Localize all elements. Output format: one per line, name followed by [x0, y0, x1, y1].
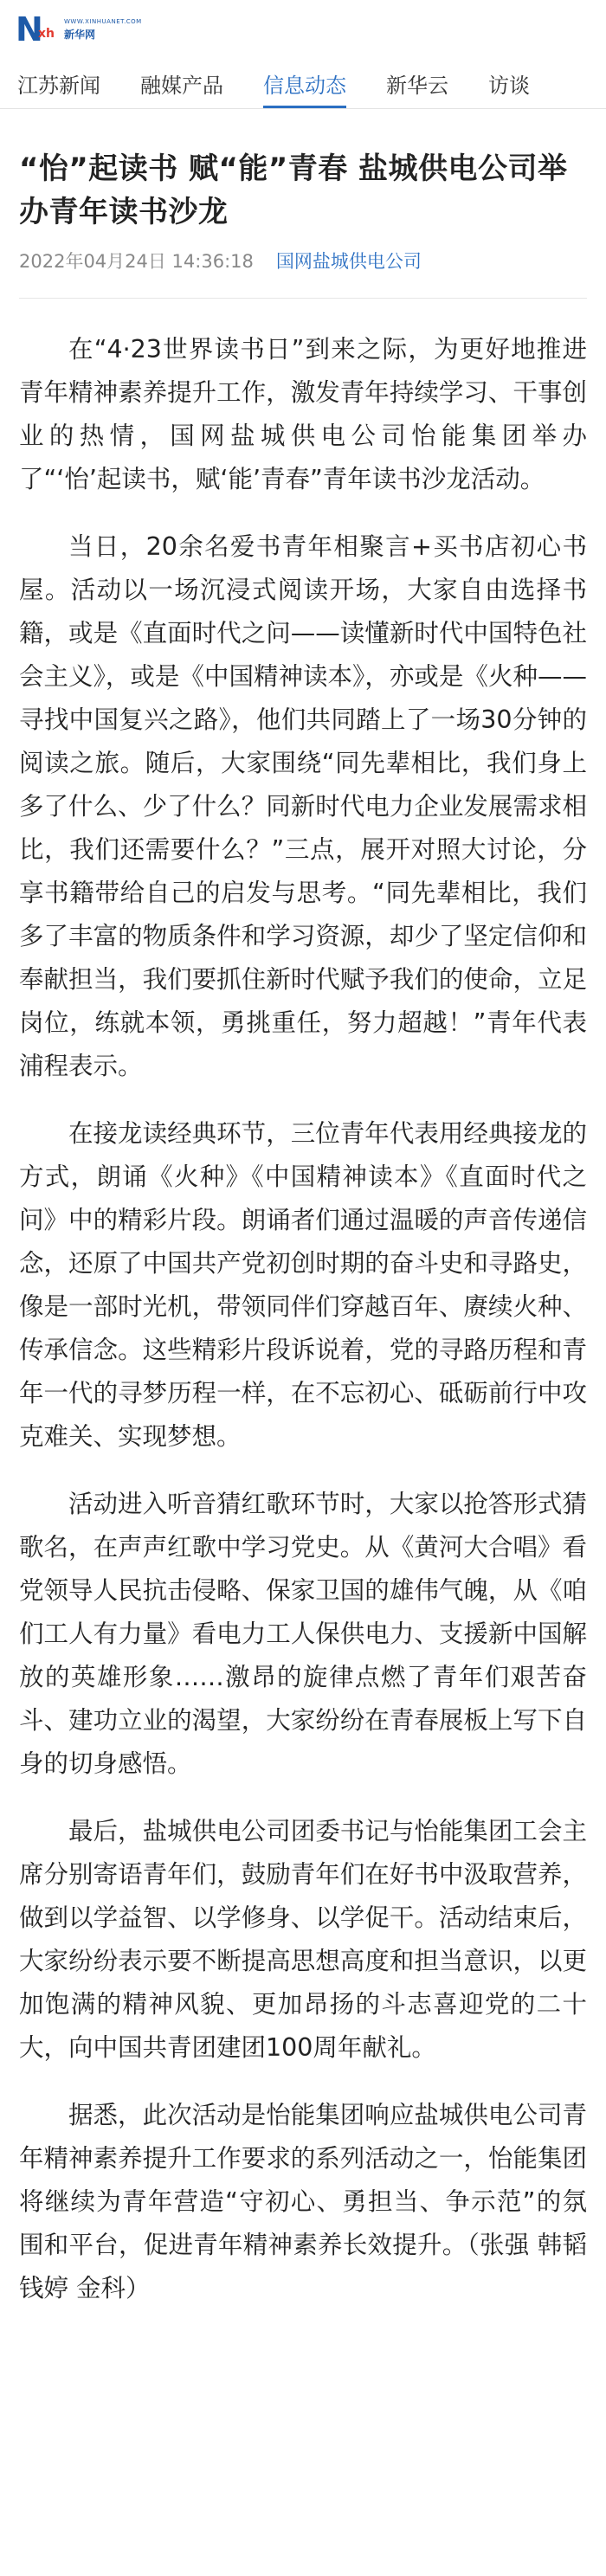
- logo-text: [64, 18, 142, 42]
- nav-item-label: 信息动态: [263, 74, 346, 98]
- nav-item-label: 江苏新闻: [17, 74, 100, 98]
- article-paragraph: 在接龙读经典环节，三位青年代表用经典接龙的方式，朗诵《火种》《中国精神读本》《直面时代之问》中的精彩片段。朗诵者们通过温暖的声音传递信念，还原了中国共产党初创时期的奋斗史和寻路史，像是一部时光机，带领同伴们穿越百年、赓续火种、传承信念。这些精彩片段诉说着，党的寻路历程和青年一代的寻梦历程一样，在不忘初心、砥砺前行中攻克难关、实现梦想。: [19, 1119, 587, 1451]
- nav-item-interviews[interactable]: [488, 59, 530, 108]
- nav-item-media-products[interactable]: [140, 59, 223, 108]
- logo-mark-icon: [16, 10, 62, 49]
- logo-mark-letters: N: [16, 10, 42, 48]
- article-meta: [19, 248, 587, 274]
- logo-mark-sub: xh: [38, 27, 55, 41]
- nav-item-jiangsu-news[interactable]: [17, 59, 100, 108]
- article-paragraph: 当日，20余名爱书青年相聚言+买书店初心书屋。活动以一场沉浸式阅读开场，大家自由选择书籍，或是《直面时代之问——读懂新时代中国特色社会主义》，或是《中国精神读本》，亦或是《火种——寻找中国复兴之路》，他们共同踏上了一场30分钟的阅读之旅。随后，大家围绕“同先辈相比，我们身上多了什么、少了什么？同新时代电力企业发展需求相比，我们还需要什么？”三点，展开对照大讨论，分享书籍带给自己的启发与思考。“同先辈相比，我们多了丰富的物质条件和学习资源，却少了坚定信仰和奉献担当，我们要抓住新时代赋予我们的使命，立足岗位，练就本领，勇挑重任，努力超越！”青年代表浦程表示。: [19, 532, 587, 1080]
- top-bar: [0, 0, 606, 59]
- logo-url-text: WWW.XINHUANET.COM: [64, 17, 142, 25]
- article-body: [19, 328, 587, 2310]
- article-paragraph: 最后，盐城供电公司团委书记与怡能集团工会主席分别寄语青年们，鼓励青年们在好书中汲取营养，做到以学益智、以学修身、以学促干。活动结束后，大家纷纷表示要不断提高思想高度和担当意识，以更加饱满的精神风貌、更加昂扬的斗志喜迎党的二十大，向中国共青团建团100周年献礼。: [19, 1817, 587, 2062]
- article-source-link[interactable]: 国网盐城供电公司: [275, 251, 422, 272]
- nav-item-info-updates[interactable]: [263, 59, 346, 108]
- article: [0, 147, 606, 2310]
- publish-date: 2022年04月24日 14:36:18: [19, 251, 254, 272]
- divider: [19, 298, 587, 299]
- nav-item-label: 新华云: [386, 74, 448, 98]
- logo-cn-text: 新华网: [64, 28, 96, 41]
- xinhuanet-logo[interactable]: [16, 8, 142, 51]
- article-paragraph: 据悉，此次活动是怡能集团响应盐城供电公司青年精神素养提升工作要求的系列活动之一，怡能集团将继续为青年营造“守初心、勇担当、争示范”的氛围和平台，促进青年精神素养长效提升。（张强 韩韬 钱婷 金科）: [19, 2101, 587, 2302]
- article-paragraph: 在“4·23世界读书日”到来之际，为更好地推进青年精神素养提升工作，激发青年持续学习、干事创业的热情，国网盐城供电公司怡能集团举办了“‘怡’起读书，赋‘能’青春”青年读书沙龙活动。: [19, 335, 587, 493]
- article-paragraph: 活动进入听音猜红歌环节时，大家以抢答形式猜歌名，在声声红歌中学习党史。从《黄河大合唱》看党领导人民抗击侵略、保家卫国的雄伟气魄，从《咱们工人有力量》看电力工人保供电力、支援新中国解放的英雄形象……激昂的旋律点燃了青年们艰苦奋斗、建功立业的渴望，大家纷纷在青春展板上写下自身的切身感悟。: [19, 1490, 587, 1778]
- channel-nav: [0, 59, 606, 109]
- nav-item-xinhua-cloud[interactable]: [386, 59, 448, 108]
- nav-item-label: 访谈: [488, 74, 530, 98]
- article-title: “怡”起读书 赋“能”青春 盐城供电公司举办青年读书沙龙: [19, 151, 568, 229]
- nav-item-label: 融媒产品: [140, 74, 223, 98]
